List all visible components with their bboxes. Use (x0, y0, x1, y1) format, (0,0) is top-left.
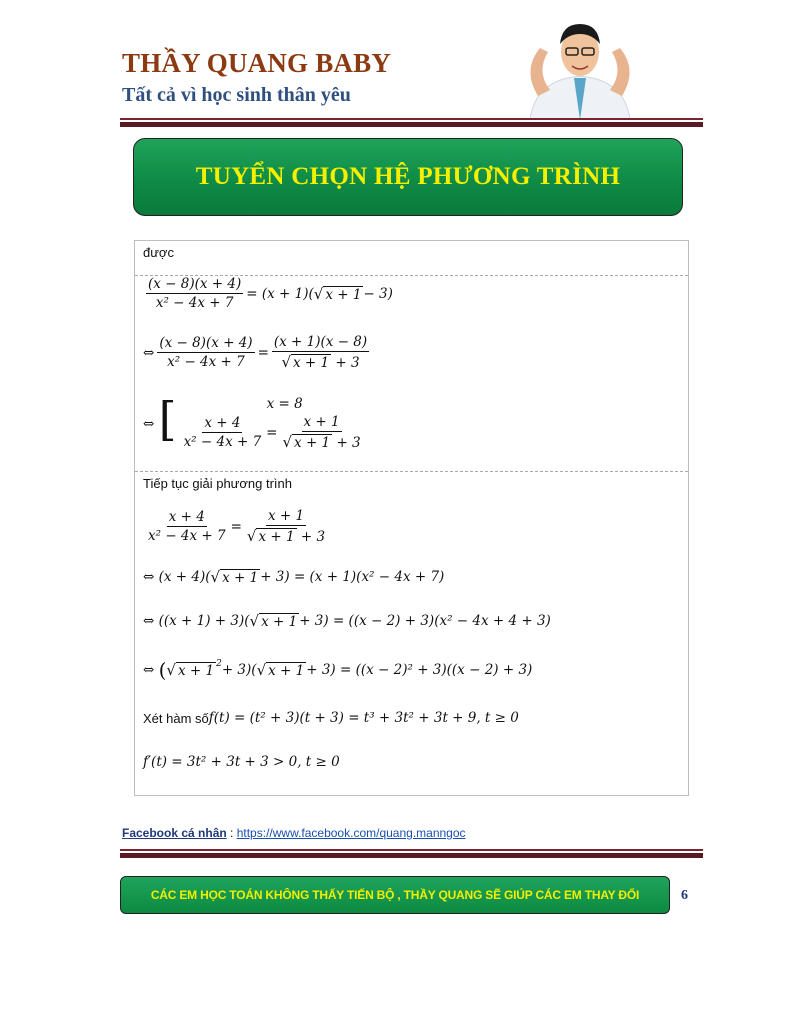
teacher-avatar (500, 10, 660, 120)
equation-8: Xét hàm số f(t) = (t² + 3)(t + 3) = t³ + 3t² + 3t + 9, t ≥ 0 (143, 710, 519, 726)
equation-3: ⇔ [ x = 8 $\frac{x + 4}{\text{x² − 4x + 7}}$ = x + 1 √ x + 1 + 3 (143, 392, 361, 451)
page-number: 6 (681, 888, 688, 903)
equation-9: f′(t) = 3t² + 3t + 3 > 0, t ≥ 0 (143, 754, 340, 770)
equation-5: ⇔ (x + 4)( √ x + 1 + 3) = (x + 1)(x² − 4x + 7) (143, 568, 445, 586)
equation-2: ⇔ $\frac{(x - 8)(x + 4)}{\text{x² − 4x + 7}}$ = (x + 1)(x − 8) √ x + 1 + 3 (143, 334, 368, 371)
equation-7: ⇔ ( √ x + 1 $^2$ + 3)( √ x + 1 + 3) = ((x − 2)² + 3)((x − 2) + 3) (143, 658, 533, 682)
brand-subtitle: Tất cả vì học sinh thân yêu (122, 84, 351, 106)
footer-divider (120, 849, 703, 858)
row-text: Tiếp tục giải phương trình (143, 476, 292, 491)
solution-row (135, 241, 688, 276)
equation-1: $\frac{(x - 8)(x + 4)}{\text{x² − 4x + 7}}$ = (x + 1)( √ x + 1 − 3) (148, 276, 393, 311)
equation-6: ⇔ ((x + 1) + 3)( √ x + 1 + 3) = ((x − 2) + 3)(x² − 4x + 4 + 3) (143, 612, 551, 630)
facebook-label: Facebook cá nhân (122, 826, 227, 840)
facebook-link[interactable]: https://www.facebook.com/quang.manngoc (236, 826, 466, 840)
solution-row (135, 472, 688, 796)
footer-slogan: CÁC EM HỌC TOÁN KHÔNG THẤY TIẾN BỘ , THẦY QUANG SẼ GIÚP CÁC EM THAY ĐỔI (150, 888, 640, 902)
banner-title: TUYỂN CHỌN HỆ PHƯƠNG TRÌNH (195, 163, 621, 190)
title-banner (133, 138, 683, 216)
brand-title: THẦY QUANG BABY (122, 48, 392, 78)
row-text: được (143, 245, 174, 260)
equation-4: $\frac{x + 4}{\text{x² − 4x + 7}}$ = x + 1 √ x + 1 + 3 (148, 508, 326, 545)
solution-row (135, 276, 688, 472)
header-divider (120, 118, 703, 127)
footer-banner (120, 876, 670, 914)
facebook-line: Facebook cá nhân : https://www.facebook.com/quang.manngoc (122, 826, 466, 840)
solution-box (134, 240, 689, 796)
